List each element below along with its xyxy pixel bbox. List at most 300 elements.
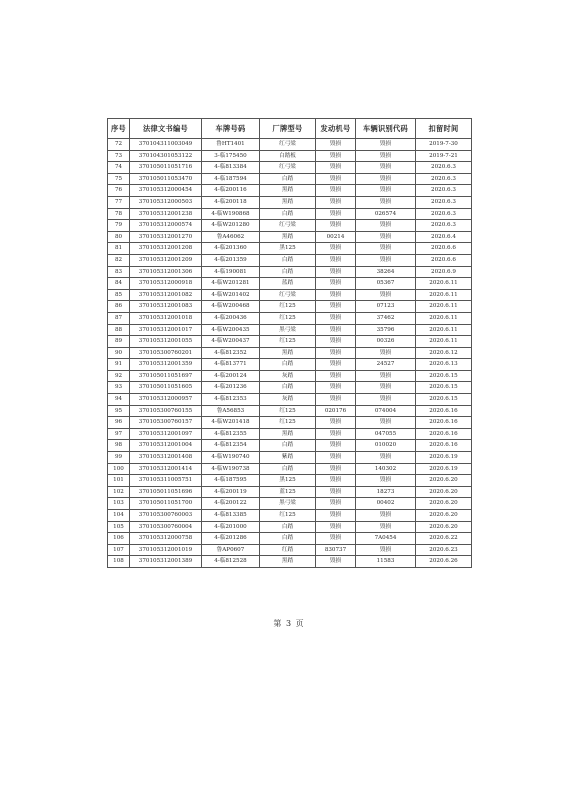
cell-index: 74	[108, 162, 130, 174]
cell-vin: 毁损	[356, 254, 416, 266]
cell-detention-time: 2020.6.13	[416, 359, 472, 371]
cell-engine-number: 毁损	[316, 475, 356, 487]
cell-index: 102	[108, 486, 130, 498]
table-row	[108, 475, 472, 487]
table-body	[108, 139, 472, 568]
cell-document-number: 370105312001306	[130, 266, 202, 278]
cell-detention-time: 2020.6.3	[416, 185, 472, 197]
cell-vin: 毁损	[356, 521, 416, 533]
cell-plate-number: 4-临W201418	[202, 417, 260, 429]
cell-engine-number: 830737	[316, 544, 356, 556]
cell-plate-number: 4-临W190738	[202, 463, 260, 475]
cell-index: 83	[108, 266, 130, 278]
cell-vin: 毁损	[356, 196, 416, 208]
cell-index: 80	[108, 231, 130, 243]
cell-plate-number: 3-临175450	[202, 150, 260, 162]
cell-detention-time: 2020.6.15	[416, 382, 472, 394]
cell-vin: 010020	[356, 440, 416, 452]
cell-detention-time: 2020.6.12	[416, 347, 472, 359]
cell-engine-number: 00214	[316, 231, 356, 243]
cell-engine-number: 毁损	[316, 510, 356, 522]
cell-vin: 毁损	[356, 243, 416, 255]
cell-index: 94	[108, 394, 130, 406]
header-detention-time: 扣留时间	[416, 119, 472, 139]
cell-vin: 026574	[356, 208, 416, 220]
cell-document-number: 370105312000957	[130, 394, 202, 406]
cell-engine-number: 毁损	[316, 243, 356, 255]
cell-brand-model: 白踏	[260, 173, 316, 185]
cell-plate-number: 4-临812352	[202, 347, 260, 359]
cell-index: 88	[108, 324, 130, 336]
cell-index: 81	[108, 243, 130, 255]
cell-engine-number: 毁损	[316, 347, 356, 359]
cell-brand-model: 白踏	[260, 463, 316, 475]
cell-plate-number: 4-临813384	[202, 162, 260, 174]
cell-detention-time: 2020.6.11	[416, 278, 472, 290]
table-row	[108, 428, 472, 440]
table-header-row	[108, 119, 472, 139]
cell-index: 100	[108, 463, 130, 475]
cell-plate-number: 4-临201359	[202, 254, 260, 266]
cell-vin: 24527	[356, 359, 416, 371]
cell-plate-number: 4-临200436	[202, 312, 260, 324]
cell-index: 106	[108, 533, 130, 545]
cell-brand-model: 黑弓梁	[260, 498, 316, 510]
cell-document-number: 370105312001004	[130, 440, 202, 452]
cell-vin: 140302	[356, 463, 416, 475]
table-row	[108, 533, 472, 545]
cell-document-number: 370105312001238	[130, 208, 202, 220]
cell-brand-model: 灰踏	[260, 394, 316, 406]
cell-detention-time: 2020.6.4	[416, 231, 472, 243]
cell-brand-model: 白踏	[260, 521, 316, 533]
cell-brand-model: 白踏	[260, 359, 316, 371]
cell-document-number: 370105311005751	[130, 475, 202, 487]
table-row	[108, 243, 472, 255]
cell-index: 78	[108, 208, 130, 220]
cell-plate-number: 4-临W201402	[202, 289, 260, 301]
cell-engine-number: 毁损	[316, 220, 356, 232]
cell-document-number: 370105312000758	[130, 533, 202, 545]
cell-vin: 07123	[356, 301, 416, 313]
cell-brand-model: 黑踏	[260, 347, 316, 359]
table-row	[108, 382, 472, 394]
cell-document-number: 370105300760201	[130, 347, 202, 359]
cell-detention-time: 2020.6.15	[416, 394, 472, 406]
cell-engine-number: 毁损	[316, 452, 356, 464]
cell-document-number: 370105312000918	[130, 278, 202, 290]
cell-vin: 11583	[356, 556, 416, 568]
cell-engine-number: 毁损	[316, 336, 356, 348]
cell-plate-number: 4-临201286	[202, 533, 260, 545]
cell-document-number: 370105312001019	[130, 544, 202, 556]
cell-detention-time: 2020.6.3	[416, 220, 472, 232]
cell-engine-number: 毁损	[316, 463, 356, 475]
cell-index: 90	[108, 347, 130, 359]
cell-brand-model: 红125	[260, 510, 316, 522]
cell-engine-number: 毁损	[316, 394, 356, 406]
table-row	[108, 544, 472, 556]
cell-document-number: 370105312001017	[130, 324, 202, 336]
cell-index: 92	[108, 370, 130, 382]
cell-plate-number: 4-临200119	[202, 486, 260, 498]
cell-document-number: 370105300760157	[130, 417, 202, 429]
cell-detention-time: 2020.6.26	[416, 556, 472, 568]
cell-brand-model: 蓝踏	[260, 278, 316, 290]
cell-detention-time: 2020.6.16	[416, 417, 472, 429]
table-row	[108, 324, 472, 336]
cell-brand-model: 红踏	[260, 544, 316, 556]
cell-vin: 00326	[356, 336, 416, 348]
header-vin: 车辆识别代码	[356, 119, 416, 139]
cell-vin: 毁损	[356, 475, 416, 487]
cell-index: 72	[108, 139, 130, 151]
cell-index: 85	[108, 289, 130, 301]
cell-document-number: 370105011051697	[130, 370, 202, 382]
page-number: 第 3 页	[273, 619, 305, 628]
table-row	[108, 150, 472, 162]
cell-detention-time: 2020.6.16	[416, 428, 472, 440]
cell-engine-number: 毁损	[316, 370, 356, 382]
table-row	[108, 370, 472, 382]
table-row	[108, 405, 472, 417]
cell-index: 108	[108, 556, 130, 568]
cell-vin: 毁损	[356, 150, 416, 162]
cell-brand-model: 红125	[260, 417, 316, 429]
cell-index: 76	[108, 185, 130, 197]
cell-brand-model: 黑125	[260, 243, 316, 255]
cell-document-number: 370105300760155	[130, 405, 202, 417]
cell-index: 75	[108, 173, 130, 185]
cell-vin: 毁损	[356, 510, 416, 522]
cell-plate-number: 鲁HT1401	[202, 139, 260, 151]
cell-brand-model: 黑踏	[260, 196, 316, 208]
cell-brand-model: 蓝125	[260, 486, 316, 498]
cell-index: 96	[108, 417, 130, 429]
cell-plate-number: 鲁A56853	[202, 405, 260, 417]
table-row	[108, 278, 472, 290]
table-row	[108, 394, 472, 406]
cell-index: 101	[108, 475, 130, 487]
table-row	[108, 162, 472, 174]
cell-detention-time: 2020.6.20	[416, 486, 472, 498]
cell-document-number: 370105312000454	[130, 185, 202, 197]
cell-plate-number: 4-临W190868	[202, 208, 260, 220]
cell-brand-model: 白踏板	[260, 150, 316, 162]
cell-plate-number: 鲁AP0607	[202, 544, 260, 556]
table-row	[108, 440, 472, 452]
table-row	[108, 289, 472, 301]
cell-brand-model: 红弓梁	[260, 220, 316, 232]
table-row	[108, 220, 472, 232]
header-brand-model: 厂牌型号	[260, 119, 316, 139]
cell-document-number: 370105312001359	[130, 359, 202, 371]
cell-engine-number: 毁损	[316, 301, 356, 313]
cell-engine-number: 毁损	[316, 289, 356, 301]
cell-detention-time: 2020.6.11	[416, 336, 472, 348]
cell-plate-number: 4-临812355	[202, 428, 260, 440]
cell-brand-model: 红125	[260, 312, 316, 324]
cell-vin: 7A0454	[356, 533, 416, 545]
table-row	[108, 359, 472, 371]
cell-plate-number: 4-临200116	[202, 185, 260, 197]
cell-index: 79	[108, 220, 130, 232]
cell-vin: 074004	[356, 405, 416, 417]
cell-engine-number: 毁损	[316, 208, 356, 220]
table-row	[108, 266, 472, 278]
cell-brand-model: 红125	[260, 405, 316, 417]
cell-detention-time: 2020.6.20	[416, 498, 472, 510]
cell-index: 73	[108, 150, 130, 162]
cell-vin: 18273	[356, 486, 416, 498]
cell-detention-time: 2020.6.3	[416, 162, 472, 174]
cell-brand-model: 白踏	[260, 254, 316, 266]
cell-document-number: 370105312001209	[130, 254, 202, 266]
cell-brand-model: 白踏	[260, 208, 316, 220]
cell-index: 93	[108, 382, 130, 394]
cell-document-number: 370105312001414	[130, 463, 202, 475]
cell-document-number: 370105312001097	[130, 428, 202, 440]
cell-plate-number: 4-临W200437	[202, 336, 260, 348]
cell-engine-number: 毁损	[316, 498, 356, 510]
cell-plate-number: 4-临W201281	[202, 278, 260, 290]
cell-brand-model: 红125	[260, 336, 316, 348]
cell-detention-time: 2020.6.16	[416, 405, 472, 417]
cell-engine-number: 毁损	[316, 173, 356, 185]
cell-engine-number: 毁损	[316, 324, 356, 336]
header-plate-number: 车牌号码	[202, 119, 260, 139]
cell-plate-number: 4-临201236	[202, 382, 260, 394]
cell-vin: 毁损	[356, 220, 416, 232]
cell-document-number: 370105300760004	[130, 521, 202, 533]
cell-plate-number: 鲁A46062	[202, 231, 260, 243]
cell-vin: 37462	[356, 312, 416, 324]
cell-document-number: 370104311003049	[130, 139, 202, 151]
cell-brand-model: 白踏	[260, 266, 316, 278]
cell-brand-model: 黑踏	[260, 428, 316, 440]
table-row	[108, 486, 472, 498]
cell-index: 104	[108, 510, 130, 522]
cell-vin: 毁损	[356, 162, 416, 174]
cell-document-number: 370105312001083	[130, 301, 202, 313]
cell-detention-time: 2020.6.20	[416, 475, 472, 487]
cell-engine-number: 毁损	[316, 139, 356, 151]
cell-engine-number: 毁损	[316, 521, 356, 533]
cell-plate-number: 4-临812354	[202, 440, 260, 452]
table-row	[108, 208, 472, 220]
cell-brand-model: 白踏	[260, 382, 316, 394]
cell-brand-model: 红弓梁	[260, 162, 316, 174]
cell-detention-time: 2020.6.6	[416, 243, 472, 255]
vehicle-detention-table	[107, 118, 472, 568]
cell-document-number: 370105312001018	[130, 312, 202, 324]
cell-index: 105	[108, 521, 130, 533]
cell-vin: 38264	[356, 266, 416, 278]
cell-engine-number: 毁损	[316, 533, 356, 545]
table-row	[108, 196, 472, 208]
cell-vin: 047055	[356, 428, 416, 440]
cell-document-number: 370105011051700	[130, 498, 202, 510]
cell-detention-time: 2020.6.19	[416, 463, 472, 475]
cell-engine-number: 毁损	[316, 196, 356, 208]
cell-engine-number: 毁损	[316, 556, 356, 568]
cell-vin: 00402	[356, 498, 416, 510]
cell-brand-model: 黑踏	[260, 185, 316, 197]
cell-detention-time: 2019-7-30	[416, 139, 472, 151]
cell-brand-model: 白踏	[260, 440, 316, 452]
cell-vin: 毁损	[356, 139, 416, 151]
cell-plate-number: 4-临187595	[202, 475, 260, 487]
cell-plate-number: 4-临W190740	[202, 452, 260, 464]
table-row	[108, 510, 472, 522]
cell-vin: 毁损	[356, 289, 416, 301]
table-row	[108, 463, 472, 475]
table-row	[108, 556, 472, 568]
cell-plate-number: 4-临W201280	[202, 220, 260, 232]
header-engine-number: 发动机号	[316, 119, 356, 139]
cell-document-number: 370105011051716	[130, 162, 202, 174]
cell-detention-time: 2020.6.16	[416, 440, 472, 452]
table-row	[108, 417, 472, 429]
cell-index: 77	[108, 196, 130, 208]
cell-detention-time: 2020.6.3	[416, 196, 472, 208]
cell-index: 95	[108, 405, 130, 417]
cell-plate-number: 4-临201360	[202, 243, 260, 255]
cell-plate-number: 4-临187594	[202, 173, 260, 185]
cell-detention-time: 2019-7-21	[416, 150, 472, 162]
cell-detention-time: 2020.6.22	[416, 533, 472, 545]
table-row	[108, 521, 472, 533]
cell-detention-time: 2020.6.11	[416, 289, 472, 301]
cell-document-number: 370105300760003	[130, 510, 202, 522]
cell-document-number: 370105312001270	[130, 231, 202, 243]
cell-index: 82	[108, 254, 130, 266]
cell-detention-time: 2020.6.15	[416, 370, 472, 382]
cell-plate-number: 4-临200124	[202, 370, 260, 382]
cell-index: 107	[108, 544, 130, 556]
cell-document-number: 370104301053122	[130, 150, 202, 162]
cell-document-number: 370105312001082	[130, 289, 202, 301]
cell-engine-number: 毁损	[316, 150, 356, 162]
cell-engine-number: 毁损	[316, 440, 356, 452]
cell-plate-number: 4-临813385	[202, 510, 260, 522]
cell-index: 99	[108, 452, 130, 464]
cell-brand-model: 灰踏	[260, 370, 316, 382]
table-row	[108, 139, 472, 151]
cell-plate-number: 4-临200118	[202, 196, 260, 208]
cell-engine-number: 毁损	[316, 162, 356, 174]
cell-engine-number: 毁损	[316, 382, 356, 394]
cell-engine-number: 毁损	[316, 428, 356, 440]
cell-brand-model: 黑踏	[260, 231, 316, 243]
cell-detention-time: 2020.6.20	[416, 521, 472, 533]
cell-document-number: 370105011051696	[130, 486, 202, 498]
cell-brand-model: 红弓梁	[260, 139, 316, 151]
cell-brand-model: 白踏	[260, 533, 316, 545]
cell-brand-model: 黑弓梁	[260, 324, 316, 336]
cell-detention-time: 2020.6.20	[416, 510, 472, 522]
cell-plate-number: 4-临W200435	[202, 324, 260, 336]
cell-vin: 毁损	[356, 185, 416, 197]
cell-plate-number: 4-临190081	[202, 266, 260, 278]
cell-document-number: 370105312001208	[130, 243, 202, 255]
table-row	[108, 498, 472, 510]
table-row	[108, 301, 472, 313]
cell-index: 103	[108, 498, 130, 510]
cell-engine-number: 毁损	[316, 312, 356, 324]
table-row	[108, 347, 472, 359]
cell-index: 91	[108, 359, 130, 371]
cell-document-number: 370105312000503	[130, 196, 202, 208]
cell-brand-model: 黑踏	[260, 556, 316, 568]
cell-index: 97	[108, 428, 130, 440]
cell-brand-model: 紫踏	[260, 452, 316, 464]
cell-vin: 毁损	[356, 394, 416, 406]
cell-vin: 05367	[356, 278, 416, 290]
cell-index: 98	[108, 440, 130, 452]
cell-engine-number: 毁损	[316, 185, 356, 197]
cell-engine-number: 毁损	[316, 266, 356, 278]
cell-document-number: 370105011053470	[130, 173, 202, 185]
cell-detention-time: 2020.6.11	[416, 301, 472, 313]
table-row	[108, 254, 472, 266]
cell-document-number: 370105312000574	[130, 220, 202, 232]
cell-engine-number: 020176	[316, 405, 356, 417]
cell-detention-time: 2020.6.3	[416, 173, 472, 185]
cell-vin: 毁损	[356, 382, 416, 394]
cell-brand-model: 红弓梁	[260, 289, 316, 301]
cell-engine-number: 毁损	[316, 254, 356, 266]
cell-vin: 毁损	[356, 544, 416, 556]
cell-index: 87	[108, 312, 130, 324]
table-row	[108, 336, 472, 348]
cell-plate-number: 4-临813771	[202, 359, 260, 371]
cell-vin: 毁损	[356, 173, 416, 185]
cell-detention-time: 2020.6.23	[416, 544, 472, 556]
cell-plate-number: 4-临W200468	[202, 301, 260, 313]
cell-document-number: 370105312001408	[130, 452, 202, 464]
cell-index: 84	[108, 278, 130, 290]
cell-vin: 35796	[356, 324, 416, 336]
cell-plate-number: 4-临201000	[202, 521, 260, 533]
cell-engine-number: 毁损	[316, 417, 356, 429]
table-row	[108, 452, 472, 464]
cell-detention-time: 2020.6.11	[416, 312, 472, 324]
cell-plate-number: 4-临812353	[202, 394, 260, 406]
cell-index: 86	[108, 301, 130, 313]
cell-vin: 毁损	[356, 452, 416, 464]
cell-detention-time: 2020.6.19	[416, 452, 472, 464]
cell-index: 89	[108, 336, 130, 348]
cell-document-number: 370105011051605	[130, 382, 202, 394]
cell-plate-number: 4-临812528	[202, 556, 260, 568]
cell-vin: 毁损	[356, 231, 416, 243]
cell-vin: 毁损	[356, 370, 416, 382]
header-document-number: 法律文书编号	[130, 119, 202, 139]
cell-detention-time: 2020.6.11	[416, 324, 472, 336]
cell-detention-time: 2020.6.6	[416, 254, 472, 266]
cell-brand-model: 黑125	[260, 475, 316, 487]
cell-document-number: 370105312001055	[130, 336, 202, 348]
cell-engine-number: 毁损	[316, 486, 356, 498]
header-index: 序号	[108, 119, 130, 139]
table-row	[108, 231, 472, 243]
table-row	[108, 185, 472, 197]
cell-engine-number: 毁损	[316, 278, 356, 290]
cell-detention-time: 2020.6.3	[416, 208, 472, 220]
cell-vin: 毁损	[356, 347, 416, 359]
cell-document-number: 370105312001389	[130, 556, 202, 568]
